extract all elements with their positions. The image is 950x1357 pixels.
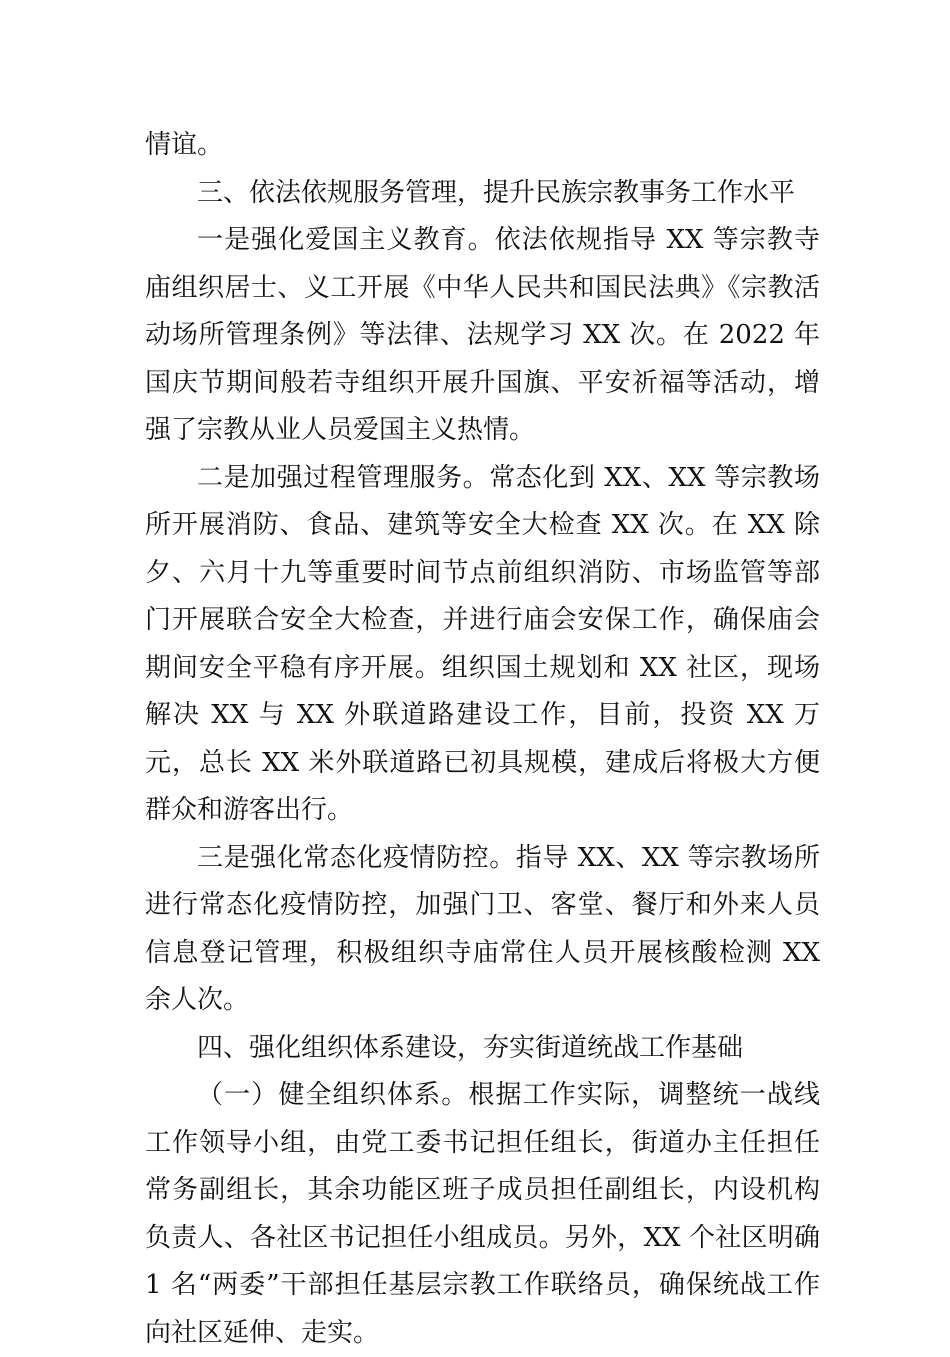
section-heading-4: 四、强化组织体系建设，夯实街道统战工作基础 [197,1032,744,1063]
paragraph-continued: 情谊。 [145,130,224,160]
paragraph-epidemic-control: 三是强化常态化疫情防控。指导 XX、XX 等宗教场所进行常态化疫情防控，加强门卫、客堂、餐厅和外来人员信息登记管理，积极组织寺庙常住人员开展核酸检测 XX 余人次。 [145,842,820,1015]
paragraph-patriotic-education: 一是强化爱国主义教育。依法依规指导 XX 等宗教寺庙组织居士、义工开展《中华人民共和国民法典》《宗教活动场所管理条例》等法律、法规学习 XX 次。在 2022 年国庆节期间般若寺组织开展升国旗、平安祈福等活动，增强了宗教从业人员爱国主义热情。 [145,225,820,445]
paragraph-organization-system: （一）健全组织体系。根据工作实际，调整统一战线工作领导小组，由党工委书记担任组长，街道办主任担任常务副组长，其余功能区班子成员担任副组长，内设机构负责人、各社区书记担任小组成员。另外，XX 个社区明确 1 名“两委”干部担任基层宗教工作联络员，确保统战工作向社区延伸、走实。 [145,1080,820,1348]
section-heading-3: 三、依法依规服务管理，提升民族宗教事务工作水平 [197,177,796,208]
document-body [145,122,820,1357]
paragraph-process-management: 二是加强过程管理服务。常态化到 XX、XX 等宗教场所开展消防、食品、建筑等安全大检查 XX 次。在 XX 除夕、六月十九等重要时间节点前组织消防、市场监管等部门开展联合安全大检查，并进行庙会安保工作，确保庙会期间安全平稳有序开展。组织国土规划和 XX 社区，现场解决 XX 与 XX 外联道路建设工作，目前，投资 XX 万元，总长 XX 米外联道路已初具规模，建成后将极大方便群众和游客出行。 [145,462,820,825]
